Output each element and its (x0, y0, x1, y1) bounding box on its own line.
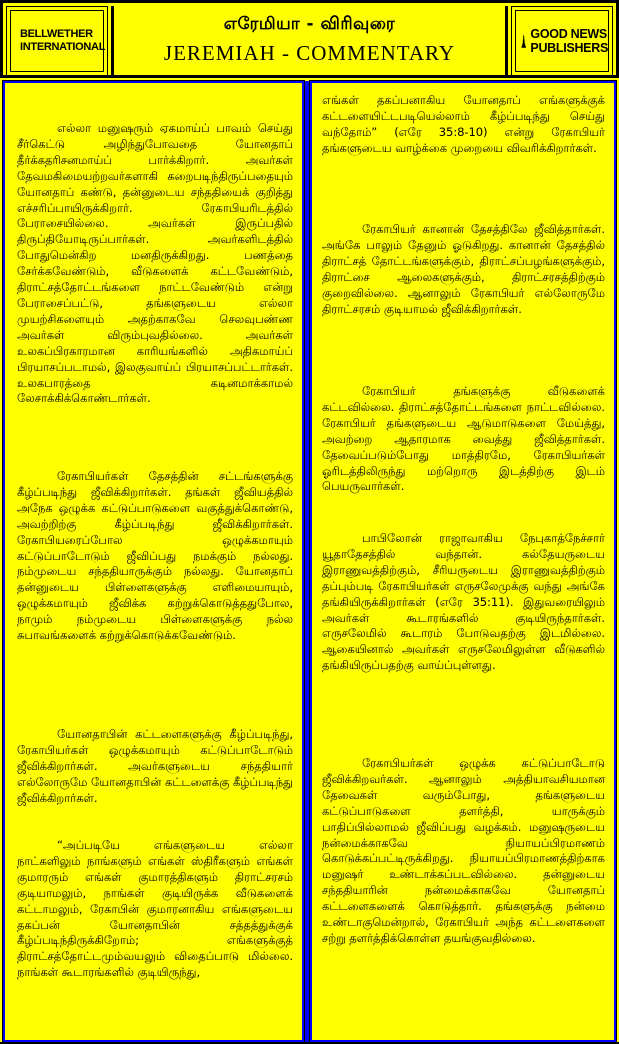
title-block (111, 6, 508, 76)
paragraph: ரேகாபியர் கானான் தேசத்திலே ஜீவித்தார்கள். அங்கே பாலும் தேனும் ஓடுகிறது. கானான் தேசத்தில் திராட்சத் தோட்டங்களுக்கும், திராட்சப்பழங்களுக்கும், திராட்சை ஆலைகளுக்கும், திராட்சரசத்திற்கும் குறைவில்லை. ஆனாலும் ரேகாபியர் எல்லோருமே திராட்சரசம் குடியாமல் ஜீவிக்கிறார்கள். (322, 222, 605, 316)
logo-line-1: GOOD NEWS (530, 27, 607, 41)
paragraph: எல்லா மனுஷரும் ஏகமாய்ப் பாவம் செய்து சீர்கெட்டு அழிந்துபோவதை யோனதாப் தீர்க்கதரிசனமாய்ப் பார்க்கிறார். அவர்கள் தேவமகிமையற்றவர்களாகி கறைபடிந்திருப்பதையும் யோனதாப் கண்டு, தன்னுடைய சந்ததியைக் குறித்து எச்சரிப்பாயிருக்கிறார். ரேகாபியரிடத்தில் பேராசையில்லை. அவர்கள் இருப்பதில் திருப்தியோடிருப்பார்கள். அவர்களிடத்தில் போதுமென்கிற மனதிருக்கிறது. பணத்தை சேர்க்கவேண்டும், வீடுகளைக் கட்டவேண்டும், திராட்சத்தோட்டங்களை நாட்டவேண்டும் என்று பேராசைப்பட்டு, தங்களுடைய எல்லா முயற்சிகளையும் அதற்காகவே செலவுபண்ண அவர்கள் விரும்புவதில்லை. அவர்கள் உலகப்பிரகாரமான காரியங்களில் அதிகமாய்ப் பிரயாசப்படாமல், இலகுவாய்ப் பிரயாசப்பட்டார்கள். உலகபாரத்தை கடினமாக்காமல் லேசாக்கிக்கொண்டார்கள். (17, 121, 293, 406)
column-divider (305, 81, 309, 1044)
bell-tower-icon (521, 21, 526, 61)
paragraph: பாபிலோன் ராஜாவாகிய நேபுகாத்நேச்சார் யூதாதேசத்தில் வந்தான். கல்தேயருடைய இராணுவத்திற்கும், சீரியருடைய இராணுவத்திற்கும் தப்பும்படி ரேகாபியர்கள் எருசலேமுக்கு வந்து அங்கே தங்கியிருக்கிறார்கள் (எரே 35:11). இதுவரையிலும் அவர்கள் கூடாரங்களில் குடியிருந்தார்கள். எருசலேமில் கூடாரம் போடுவதற்கு இடமில்லை. ஆகையினால் அவர்கள் எருசலேமிலுள்ள வீடுகளில் தங்கியிருப்பதற்கு வாய்ப்புள்ளது. (322, 531, 605, 673)
logo-line-2: PUBLISHERS (530, 41, 608, 55)
paragraph: “அப்படியே எங்களுடைய எல்லா நாட்களிலும் நாங்களும் எங்கள் ஸ்திரீகளும் எங்கள் குமாரரும் எங்கள் குமாரத்திகளும் திராட்சரசம் குடியாமலும், நாங்கள் குடியிருக்க வீடுகளைக் கட்டாமலும், ரேகாபின் குமாரனாகிய எங்களுடைய தகப்பன் யோனதாபின் சத்தத்துக்குக் கீழ்ப்படிந்திருக்கிறோம்; எங்களுக்குத் திராட்சத்தோட்டமும்வயலும் விதைப்பாடு மில்லை. நாங்கள் கூடாரங்களில் குடியிருந்து, (17, 838, 293, 980)
page-header (0, 0, 619, 78)
good-news-logo (511, 6, 613, 76)
page-title-english: JEREMIAH - COMMENTARY (163, 41, 456, 65)
paragraph: யோனதாபின் கட்டளைகளுக்கு கீழ்ப்படிந்து, ரேகாபியர்கள் ஒழுக்கமாயும் கட்டுப்பாடோடும் ஜீவிக்கிறார்கள். அவர்களுடைய சந்ததியார் எல்லோருமே யோனதாபின் கட்டளைக்கு கீழ்ப்படிந்து ஜீவிக்கிறார்கள். (17, 727, 293, 805)
bellwether-logo (6, 6, 108, 76)
paragraph: ரேகாபியர்கள் ஒழுக்க கட்டுப்பாடோடு ஜீவிக்கிறவர்கள். ஆனாலும் அத்தியாவசியமான தேவைகள் வரும்போது, தங்களுடைய கட்டுப்பாடுகளை தளர்த்தி, யாருக்கும் பாதிப்பில்லாமல் ஜீவிப்பது வழக்கம். மனுஷருடைய நன்மைக்காகவே நியாயப்பிரமாணம் கொடுக்கப்பட்டிருக்கிறது. நியாயப்பிரமாணத்திற்காக மனுஷர் உண்டாக்கப்படவில்லை. தன்னுடைய சந்ததியாரின் நன்மைக்காகவே யோனதாப் கட்டளைகளைக் கொடுத்தார். தங்களுக்கு நன்மை உண்டாகுமென்றால், ரேகாபியர் அந்த கட்டளைகளை சற்று தளர்த்திக்கொள்ள தயங்குவதில்லை. (322, 756, 605, 945)
left-column (3, 81, 304, 1042)
right-column (310, 81, 616, 1042)
logo-line-1: BELLWETHER (20, 28, 93, 40)
paragraph: ரேகாபியர்கள் தேசத்தின் சட்டங்களுக்கு கீழ்ப்படிந்து ஜீவிக்கிறார்கள். தங்கள் ஜீவியத்தில் அநேக ஒழுக்க கட்டுப்பாடுகளை வகுத்துக்கொண்டு, அவற்றிற்கு கீழ்ப்படிந்து ஜீவிக்கிறார்கள். ரேகாபியரைப்போல ஒழுக்கமாயும் கட்டுப்பாடோடும் ஜீவிப்பது நமக்கும் நல்லது. நம்முடைய சந்ததியாருக்கும் நல்லது. யோனதாப் தன்னுடைய பிள்ளைகளுக்கு எளிமையாயும், ஒழுக்கமாயும் ஜீவிக்க கற்றுக்கொடுத்ததுபோல, நாமும் நம்முடைய பிள்ளைகளுக்கு நல்ல சுபாவங்களைக் கற்றுக்கொடுக்கவேண்டும். (17, 469, 293, 643)
paragraph: ரேகாபியர் தங்களுக்கு வீடுகளைக் கட்டவில்லை. திராட்சத்தோட்டங்களை நாட்டவில்லை. ரேகாபியர் தங்களுடைய ஆடுமாடுகளை மேய்த்து, அவற்றை ஆதாரமாக வைத்து ஜீவித்தார்கள். தேவைப்படும்போது மாத்திரமே, ரேகாபியர்கள் ஓரிடத்திலிருந்து மற்றொரு இடத்திற்கு இடம் பெயருவார்கள். (322, 384, 605, 494)
paragraph: எங்கள் தகப்பனாகிய யோனதாப் எங்களுக்குக் கட்டளையிட்டபடியெல்லாம் கீழ்ப்படிந்து செய்து வந்தோம்” (எரே 35:8-10) என்று ரேகாபியர் தங்களுடைய வாழ்க்கை முறையை விவரிக்கிறார்கள். (322, 93, 605, 155)
page-title-tamil: எரேமியா - விரிவுரை (223, 14, 396, 34)
logo-line-2: INTERNATIONAL (20, 41, 106, 53)
